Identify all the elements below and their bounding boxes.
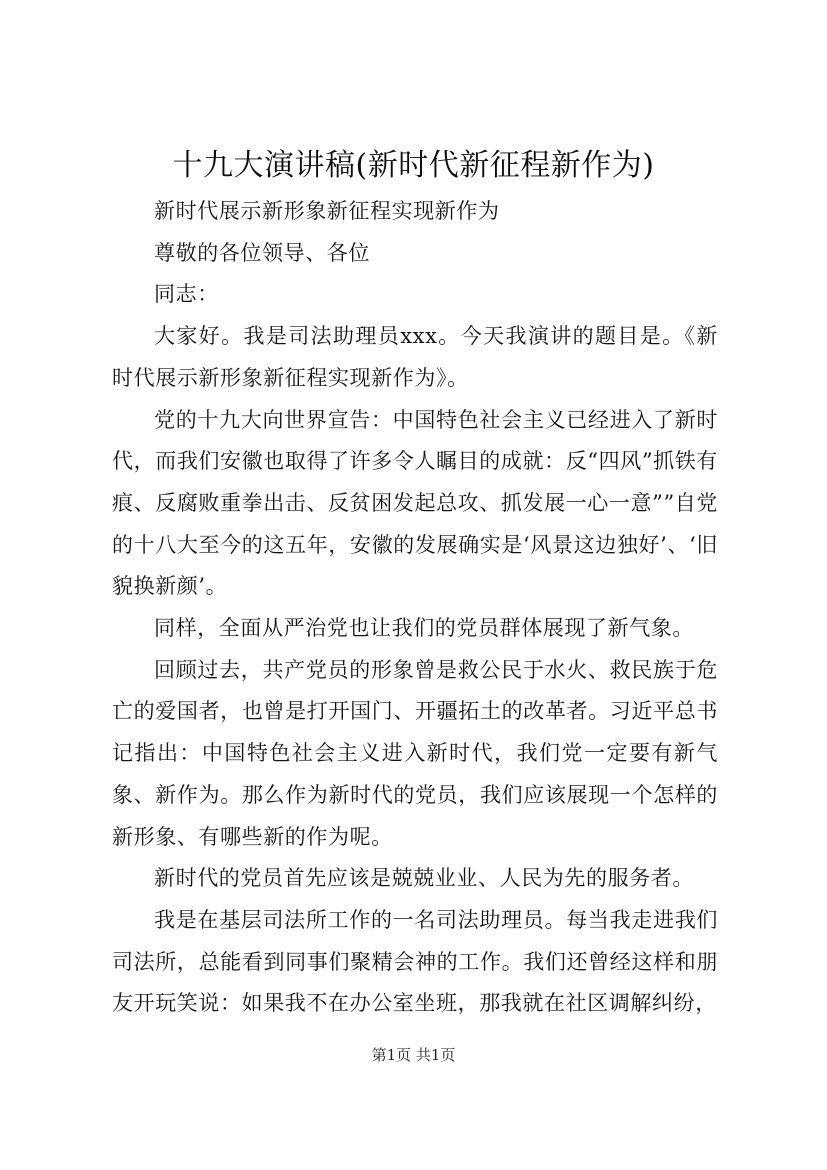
document-body [112, 191, 718, 1025]
body-paragraph: 同样，全面从严治党也让我们的党员群体展现了新气象。 [154, 616, 694, 641]
document-title: 十九大演讲稿(新时代新征程新作为) [172, 148, 655, 183]
salutation-paragraph: 尊敬的各位领导、各位 [154, 240, 370, 265]
body-paragraph: 回顾过去，共产党员的形象曾是救公民于水火、救民族于危亡的爱国者，也曾是打开国门、开疆拓土的改革者。习近平总书记指出：中国特色社会主义进入新时代，我们党一定要有新气象、新作为。那么作为新时代的党员，我们应该展现一个怎样的新形象、有哪些新的作为呢。 [112, 657, 718, 849]
greeting-paragraph: 大家好。我是司法助理员xxx。今天我演讲的题目是。《新时代展示新形象新征程实现新作为》。 [112, 324, 718, 390]
subtitle-paragraph: 新时代展示新形象新征程实现新作为 [154, 199, 500, 223]
salutation-continued-paragraph: 同志： [154, 282, 219, 307]
body-paragraph: 党的十九大向世界宣告：中国特色社会主义已经进入了新时代，而我们安徽也取得了许多令人瞩目的成就：反“四风”抓铁有痕、反腐败重拳出击、反贫困发起总攻、抓发展一心一意””自党的十八大至今的这五年，安徽的发展确实是‘风景这边独好’、‘旧貌换新颜’。 [112, 407, 718, 599]
body-paragraph: 新时代的党员首先应该是兢兢业业、人民为先的服务者。 [154, 866, 694, 891]
body-paragraph: 我是在基层司法所工作的一名司法助理员。每当我走进我们司法所，总能看到同事们聚精会神的工作。我们还曾经这样和朋友开玩笑说：如果我不在办公室坐班，那我就在社区调解纠纷， [112, 907, 718, 1016]
page-footer: 第1页 共1页 [371, 1046, 456, 1064]
